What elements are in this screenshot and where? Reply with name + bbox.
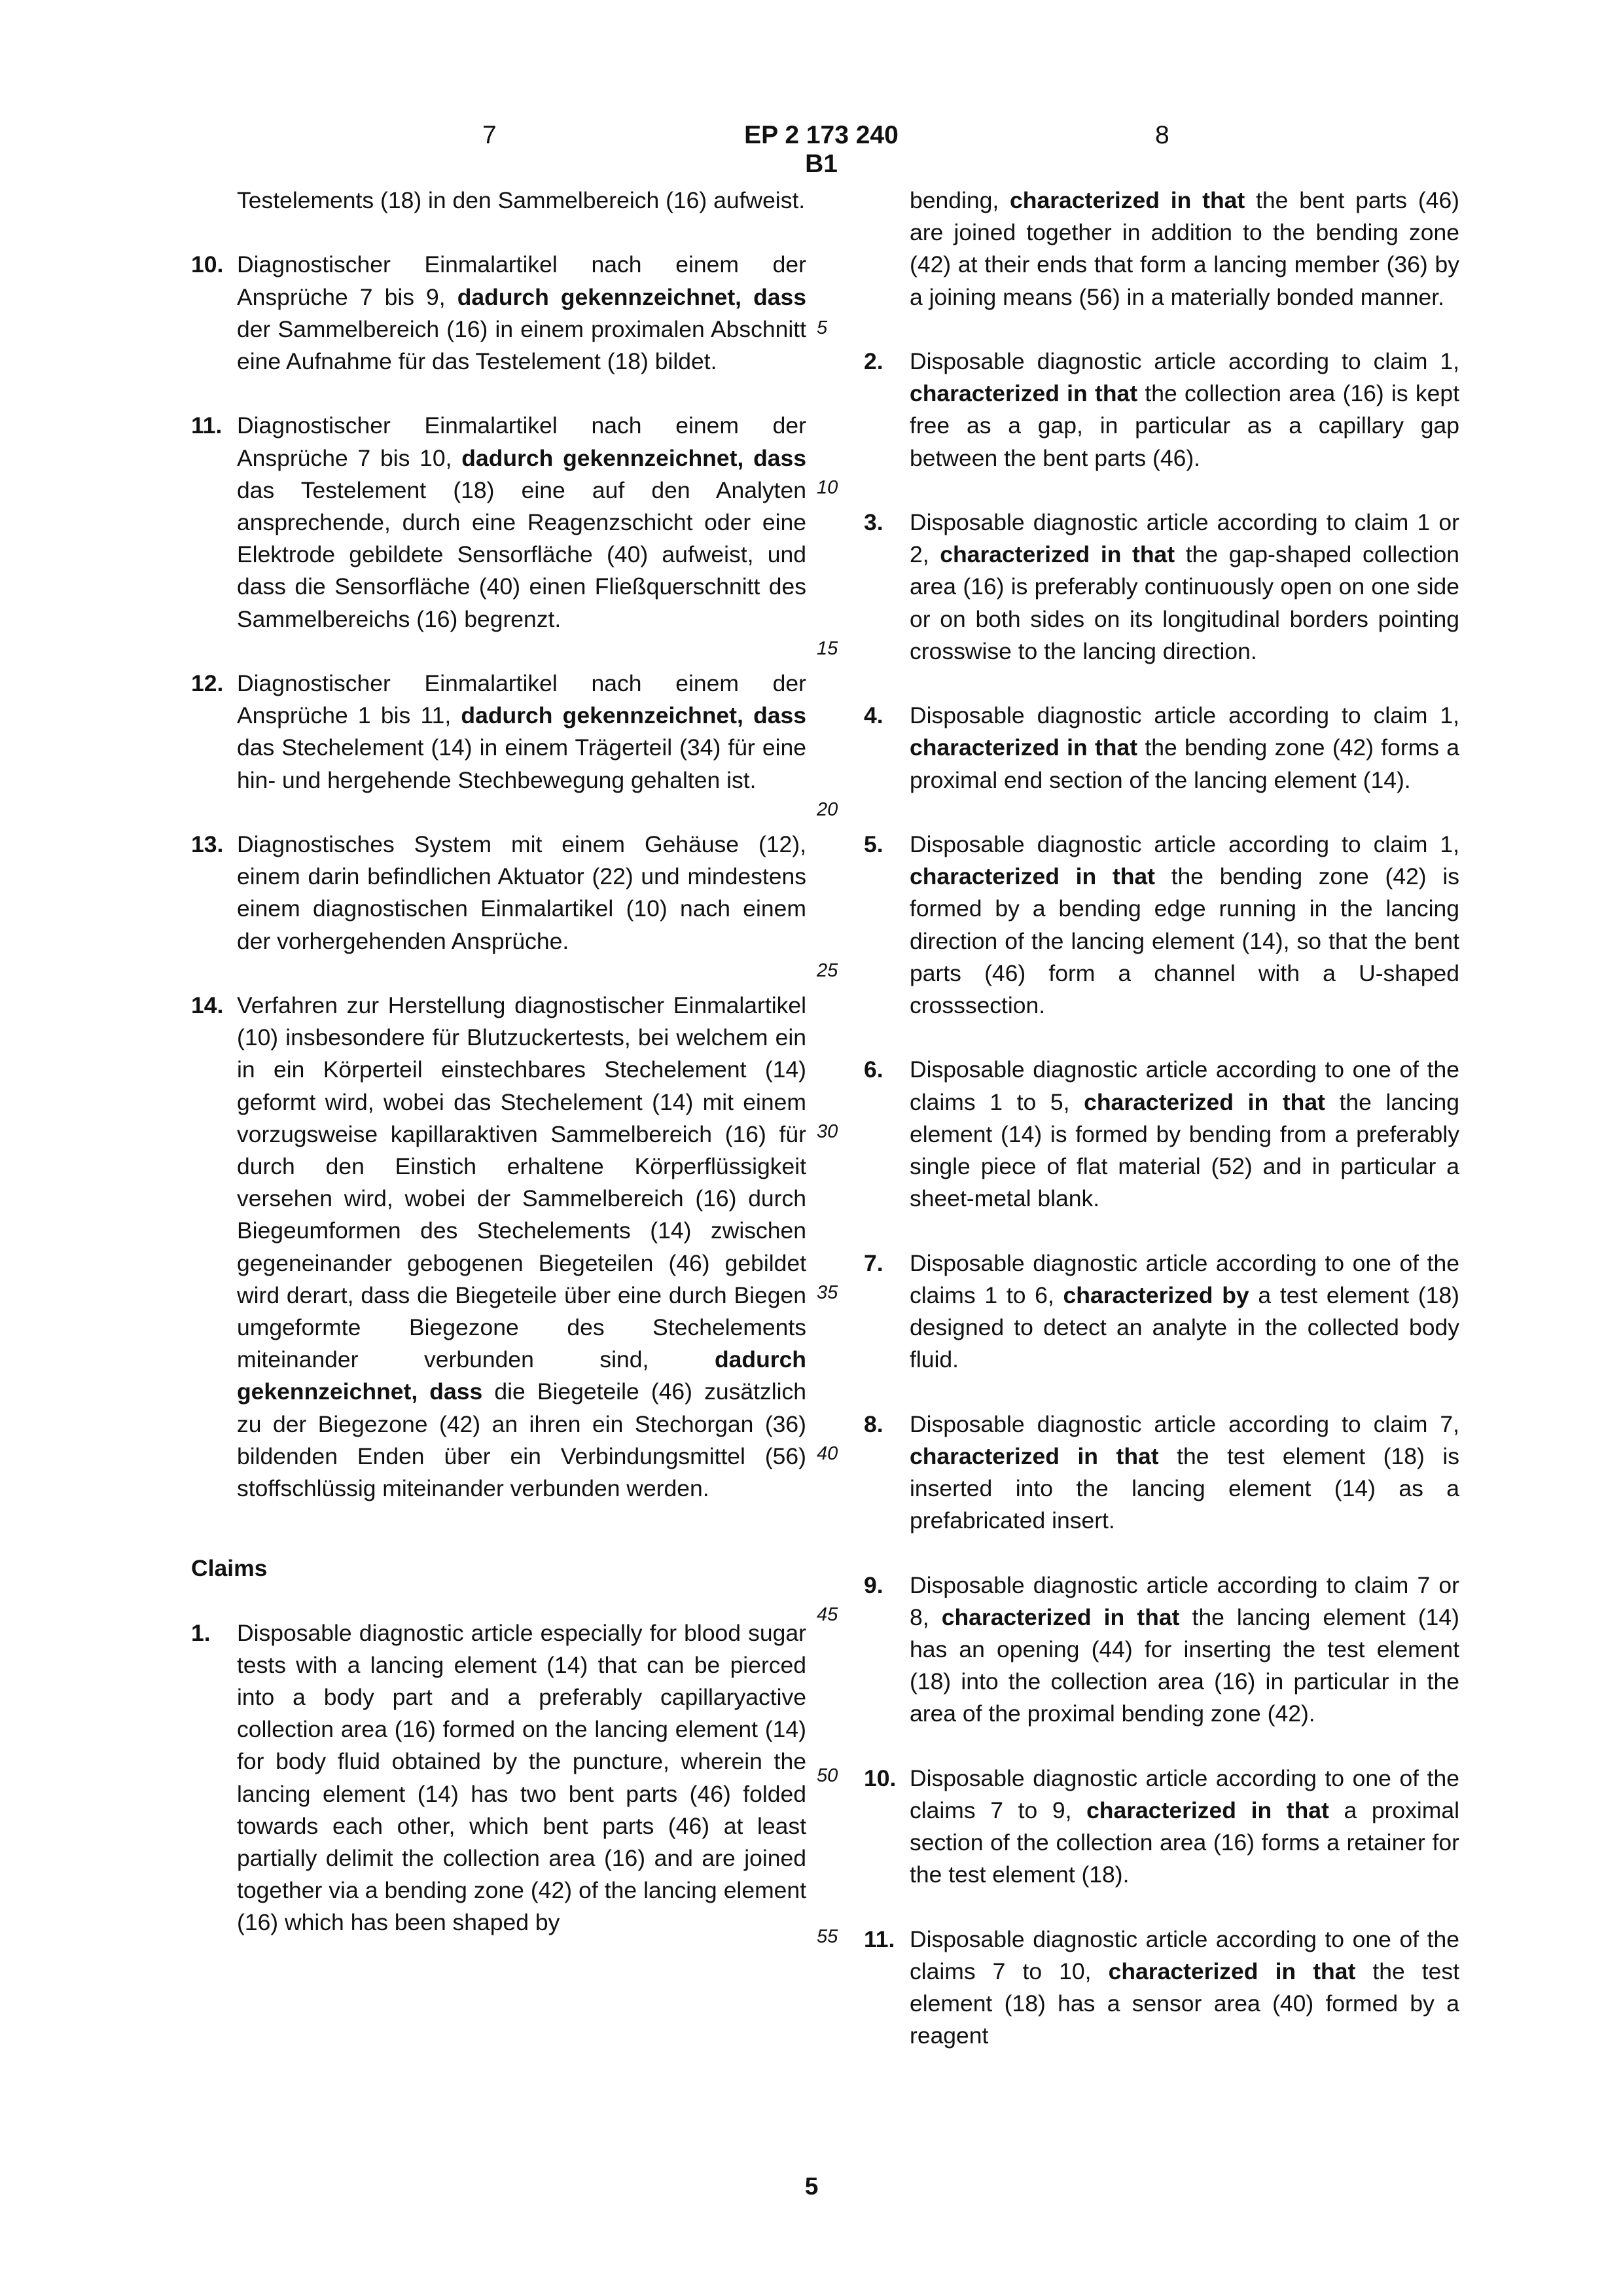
- line-number-5: 5: [817, 317, 828, 338]
- claim-number: 9.: [864, 1571, 883, 1598]
- document-title: EP 2 173 240 B1: [744, 121, 899, 178]
- claim-en-5: [864, 829, 1459, 1022]
- right-column: [864, 185, 1459, 2053]
- line-number-30: 30: [817, 1121, 838, 1142]
- claim-en-8: [864, 1408, 1459, 1537]
- claim-text: Disposable diagnostic article according to claim 7 or 8, characterized in that the lancing element (14) has an opening (44) for inserting the test element (18) into the collection area (16) in particular in the area of the proximal bending zone (42).: [910, 1571, 1459, 1727]
- claim-en-3: [864, 507, 1459, 668]
- claim-number: 7.: [864, 1249, 883, 1276]
- claim-text: Diagnostischer Einmalartikel nach einem der Ansprüche 1 bis 11, dadurch gekennzeichnet, dass das Stechelement (14) in einem Trägerteil (34) für eine hin- und hergehende Stechbewegung gehalten ist.: [237, 670, 806, 793]
- line-number-25: 25: [817, 960, 838, 981]
- line-number-10: 10: [817, 477, 838, 498]
- line-number-15: 15: [817, 638, 838, 659]
- claim-en-4: [864, 700, 1459, 797]
- claim-number: 14.: [191, 992, 224, 1018]
- claim-number: 10.: [191, 251, 224, 278]
- line-number-20: 20: [817, 799, 838, 820]
- claim-number: 12.: [191, 670, 224, 696]
- line-number-50: 50: [817, 1765, 838, 1786]
- claim-text: Disposable diagnostic article according to one of the claims 7 to 10, characterized in that the test element (18) has a sensor area (40) formed by a reagent: [910, 1926, 1459, 2049]
- claim-en-6: [864, 1054, 1459, 1215]
- claim-de-10: [191, 249, 806, 378]
- claim-en-1: [191, 1617, 806, 1939]
- claim-en-9: [864, 1570, 1459, 1731]
- claim-number: 10.: [864, 1765, 897, 1791]
- claim-number: 1.: [191, 1619, 211, 1646]
- continuation-text: Testelements (18) in den Sammelbereich (16) aufweist.: [237, 187, 806, 213]
- claim-en-10: [864, 1763, 1459, 1892]
- claim-text: Disposable diagnostic article according to claim 7, characterized in that the test element (18) is inserted into the lancing element (14) as a prefabricated insert.: [910, 1410, 1459, 1534]
- claim-text: Disposable diagnostic article according to claim 1, characterized in that the collection area (16) is kept free as a gap, in particular as a capillary gap between the bent parts (46).: [910, 348, 1459, 471]
- line-number-40: 40: [817, 1443, 838, 1464]
- claim-number: 4.: [864, 702, 883, 729]
- claim-number: 3.: [864, 509, 883, 535]
- claim-text: Diagnostisches System mit einem Gehäuse (12), einem darin befindlichen Aktuator (22) und mindestens einem diagnostischen Einmalartikel (10) nach einem der vorhergehenden Ansprüche.: [237, 831, 806, 954]
- left-page-number: 7: [482, 121, 497, 149]
- claim-text: Disposable diagnostic article according to claim 1, characterized in that the bending zone (42) forms a proximal end section of the lancing element (14).: [910, 702, 1459, 793]
- claim-text: Disposable diagnostic article according to one of the claims 7 to 9, characterized in that a proximal section of the collection area (16) forms a retainer for the test element (18).: [910, 1765, 1459, 1888]
- claim-text: Disposable diagnostic article especially for blood sugar tests with a lancing element (14) that can be pierced into a body part and a preferably capillaryactive collection area (16) formed on the lancing element (14) for body fluid obtained by the puncture, wherein the lancing element (14) has two bent parts (46) folded towards each other, which bent parts (46) at least partially delimit the collection area (16) and are joined together via a bending zone (42) of the lancing element (16) which has been shaped by: [237, 1619, 806, 1936]
- claims-heading: Claims: [191, 1555, 268, 1582]
- claim-text: Disposable diagnostic article according to claim 1 or 2, characterized in that the gap-shaped collection area (16) is preferably continuously open on one side or on both sides on its longitudinal borders pointing crosswise to the lancing direction.: [910, 509, 1459, 664]
- claim-text: Diagnostischer Einmalartikel nach einem der Ansprüche 7 bis 9, dadurch gekennzeichnet, dass der Sammelbereich (16) in einem proximalen Abschnitt eine Aufnahme für das Testelement (18) bildet.: [237, 251, 806, 374]
- claim-text: Disposable diagnostic article according to one of the claims 1 to 5, characterized in that the lancing element (14) is formed by bending from a preferably single piece of flat material (52) and in particular a sheet-metal blank.: [910, 1056, 1460, 1212]
- claim-text: Disposable diagnostic article according to one of the claims 1 to 6, characterized by a test element (18) designed to detect an analyte in the collected body fluid.: [910, 1249, 1460, 1373]
- continuation-text: bending, characterized in that the bent parts (46) are joined together in addition to the bending zone (42) at their ends that form a lancing member (36) by a joining means (56) in a materially bonded manner.: [910, 187, 1460, 310]
- line-number-45: 45: [817, 1604, 838, 1625]
- claim-en-7: [864, 1247, 1459, 1376]
- claim-number: 2.: [864, 348, 883, 374]
- claim-de-14: [191, 990, 806, 1505]
- page-number: 5: [804, 2173, 819, 2200]
- claim-number: 11.: [864, 1926, 895, 1952]
- claim-en-11: [864, 1924, 1459, 2053]
- claim-text: Verfahren zur Herstellung diagnostischer Einmalartikel (10) insbesondere für Blutzuckertests, bei welchem ein in ein Körperteil einstechbares Stechelement (14) geformt wird, wobei das Stechelement (14) mit einem vorzugsweise kapillaraktiven Sammelbereich (16) für durch den Einstich erhaltene Körperflüssigkeit versehen wird, wobei der Sammelbereich (16) durch Biegeumformen des Stechelements (14) zwischen gegeneinander gebogenen Biegeteilen (46) gebildet wird derart, dass die Biegeteile über eine durch Biegen umgeformte Biegezone des Stechelements miteinander verbunden sind, dadurch gekennzeichnet, dass die Biegeteile (46) zusätzlich zu der Biegezone (42) an ihren ein Stechorgan (36) bildenden Enden über ein Verbindungsmittel (56) stoffschlüssig miteinander verbunden werden.: [237, 992, 806, 1502]
- claim-number: 5.: [864, 831, 883, 857]
- claim-number: 11.: [191, 412, 223, 439]
- line-number-35: 35: [817, 1282, 838, 1303]
- claim-number: 13.: [191, 831, 224, 857]
- claim-de-13: [191, 829, 806, 958]
- claim-en-2: [864, 346, 1459, 475]
- claim-text: Disposable diagnostic article according to claim 1, characterized in that the bending zone (42) is formed by a bending edge running in the lancing direction of the lancing element (14), so that the bent parts (46) form a channel with a U-shaped crosssection.: [910, 831, 1459, 1019]
- claim-number: 6.: [864, 1056, 883, 1083]
- left-column: [191, 185, 806, 1939]
- claim-de-11: [191, 410, 806, 635]
- right-page-number: 8: [1155, 121, 1169, 149]
- claim-de-12: [191, 668, 806, 797]
- claim-text: Diagnostischer Einmalartikel nach einem der Ansprüche 7 bis 10, dadurch gekennzeichnet, dass das Testelement (18) eine auf den Analyten ansprechende, durch eine Reagenzschicht oder eine Elektrode gebildete Sensorfläche (40) aufweist, und dass die Sensorfläche (40) einen Fließquerschnitt des Sammelbereichs (16) begrenzt.: [237, 412, 806, 632]
- claim-number: 8.: [864, 1410, 883, 1437]
- line-number-55: 55: [817, 1926, 838, 1947]
